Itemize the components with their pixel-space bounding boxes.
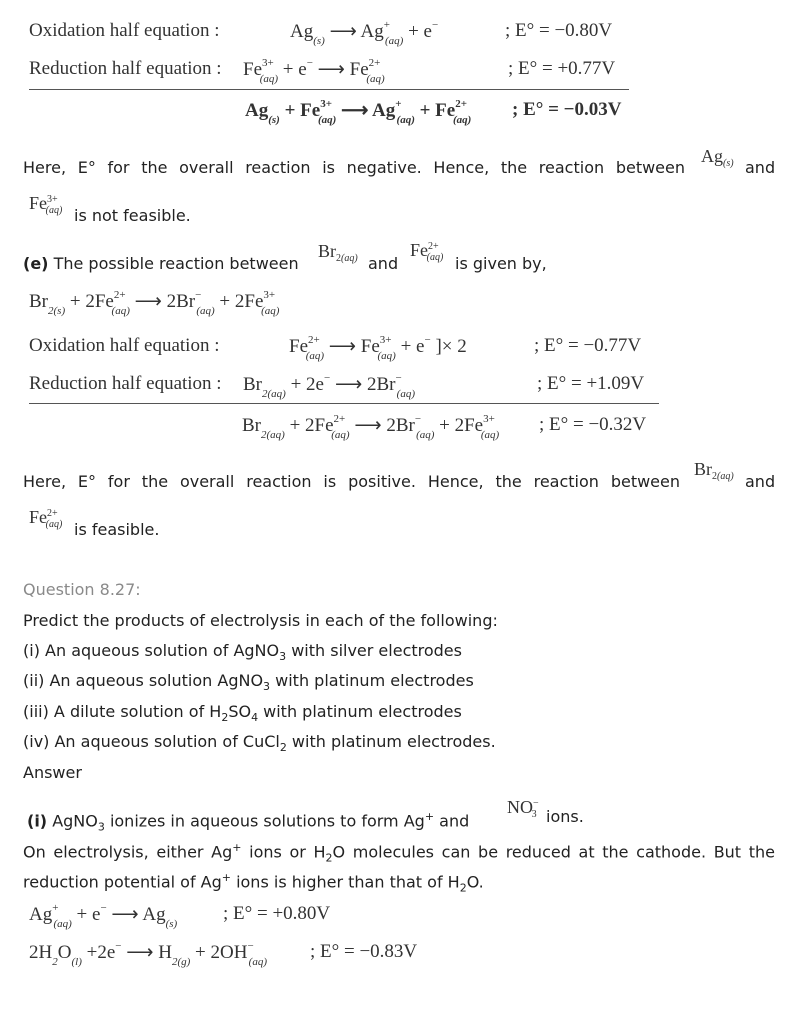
divider-line-1 [29, 89, 629, 90]
cathode-eo-2: ; E° = −0.83V [310, 941, 418, 962]
question-heading: Question 8.27: [23, 580, 141, 599]
question-item-3: (iii) A dilute solution of $H_2SO_4$ with platinum electrodes [23, 702, 462, 725]
oxidation-eo-2: ; E° = −0.77V [534, 335, 642, 356]
question-item-1: (i) An aqueous solution of AgNO$_3$ with silver electrodes [23, 641, 462, 664]
divider-line-2 [29, 403, 659, 404]
oxidation-equation-2: $Fe^{2+}_{(aq)}$ ⟶ $Fe^{3+}_{(aq)} + e^-$ ]× 2 [289, 334, 467, 362]
conclusion-and-2: and [745, 472, 776, 491]
cathode-equation-2: $2H_2O_{(l)} +2e^-$ ⟶ $H_{2(g)} + 2OH^-_{(aq)}$ [29, 940, 267, 968]
answer-marker: (i) [27, 811, 48, 831]
answer-line-1: (i) AgNO$_3$ ionizes in aqueous solutions to form Ag+ and [27, 810, 470, 834]
part-e-intro-and: and [368, 254, 399, 273]
part-e-intro-end: is given by, [455, 254, 547, 273]
reduction-equation-1: $Fe^{3+}_{(aq)} + e^-$ ⟶ $Fe^{2+}_{(aq)}$ [243, 57, 385, 85]
overall-equation-1: $Ag_{(s)} + Fe^{3+}_{(aq)}$ ⟶ $Ag^+_{(aq)} + Fe^{2+}_{(aq)}$ [245, 98, 472, 126]
reduction-equation-2: $Br_{2(aq)} + 2e^-$ ⟶ $2Br^-_{(aq)}$ [243, 372, 415, 400]
conclusion-text-2: Here, E° for the overall reaction is positive. Hence, the reaction between [23, 472, 680, 491]
no3-species-inline: $NO^-_3$ [507, 797, 539, 820]
part-e-marker: (e) [23, 254, 49, 273]
oxidation-label-2: Oxidation half equation : [29, 335, 220, 356]
overall-equation-2: $Br_{2(aq)} + 2Fe^{2+}_{(aq)}$ ⟶ $2Br^-_{(aq)} + 2Fe^{3+}_{(aq)}$ [242, 413, 500, 441]
cathode-eo-1: ; E° = +0.80V [223, 903, 331, 924]
part-e-intro [23, 254, 299, 274]
cathode-equation-1: $Ag^+_{(aq)} + e^-$ ⟶ $Ag_{(s)}$ [29, 902, 178, 930]
fe2-species-inline: $Fe^{2+}_{(aq)}$ [410, 240, 444, 263]
fe2-species-inline-2: $Fe^{2+}_{(aq)}$ [29, 507, 63, 530]
oxidation-label-1: Oxidation half equation : [29, 20, 220, 41]
oxidation-equation-1: $Ag_{(s)}$ ⟶ $Ag^+_{(aq)} + e^-$ [290, 19, 439, 47]
conclusion-and-1: and [745, 158, 776, 177]
answer-para-line-2: reduction potential of Ag+ ions is higher than that of $H_2O$. [23, 871, 484, 895]
reduction-label-1: Reduction half equation : [29, 58, 222, 79]
reduction-eo-1: ; E° = +0.77V [508, 58, 616, 79]
reduction-label-2: Reduction half equation : [29, 373, 222, 394]
answer-para-line-1: On electrolysis, either Ag+ ions or $H_2O$ molecules can be reduced at the cathode. But the [23, 841, 775, 865]
conclusion-end-1: is not feasible. [74, 206, 191, 225]
part-e-overall-reaction: $Br_{2(s)} + 2Fe^{2+}_{(aq)}$ ⟶ $2Br^-_{(aq)} + 2Fe^{3+}_{(aq)}$ [29, 289, 280, 317]
ag-species-inline: $Ag_{(s)}$ [701, 146, 734, 169]
answer-label: Answer [23, 763, 82, 782]
fe3-species-inline: $Fe^{3+}_{(aq)}$ [29, 193, 63, 216]
question-prompt: Predict the products of electrolysis in each of the following: [23, 611, 498, 630]
conclusion-end-2: is feasible. [74, 520, 160, 539]
question-item-4: (iv) An aqueous solution of CuCl$_2$ with platinum electrodes. [23, 732, 496, 755]
reduction-eo-2: ; E° = +1.09V [537, 373, 645, 394]
overall-eo-1: ; E° = −0.03V [512, 99, 622, 120]
overall-eo-2: ; E° = −0.32V [539, 414, 647, 435]
oxidation-eo-1: ; E° = −0.80V [505, 20, 613, 41]
conclusion-text-1: Here, E° for the overall reaction is negative. Hence, the reaction between [23, 158, 685, 177]
part-e-intro-text: The possible reaction between [53, 254, 299, 273]
br2-species-inline-2: $Br_{2(aq)}$ [694, 459, 734, 482]
question-item-2: (ii) An aqueous solution AgNO$_3$ with platinum electrodes [23, 671, 474, 694]
br2-species-inline: $Br_{2(aq)}$ [318, 241, 358, 264]
answer-line-1-end: ions. [546, 807, 584, 826]
